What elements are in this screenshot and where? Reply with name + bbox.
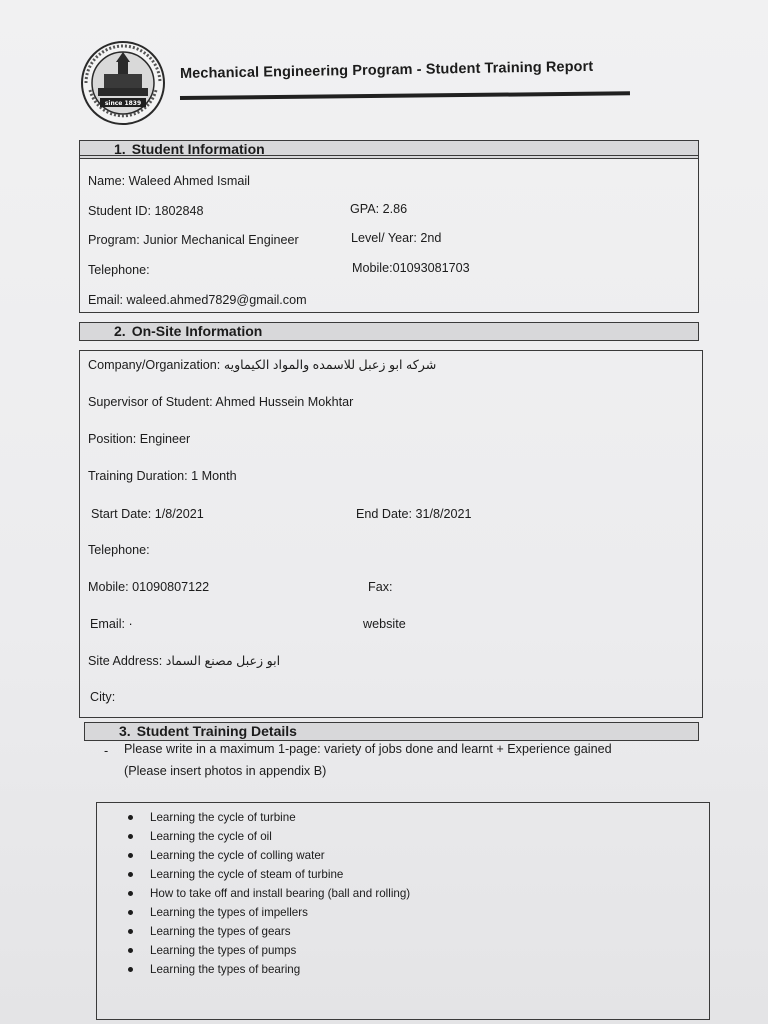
page-title: Mechanical Engineering Program - Student Training Report bbox=[179, 58, 594, 82]
position-field: Position: Engineer bbox=[88, 432, 191, 446]
training-items-list bbox=[126, 808, 410, 979]
company-field bbox=[88, 357, 436, 372]
section-title: Student Information bbox=[131, 141, 265, 157]
list-item: Learning the cycle of colling water bbox=[126, 846, 410, 865]
student-gpa: GPA: 2.86 bbox=[350, 202, 408, 216]
student-level: Level/ Year: 2nd bbox=[351, 231, 442, 245]
site-mobile-field: Mobile: 01090807122 bbox=[88, 580, 210, 594]
seal-text: since 1839 bbox=[104, 100, 142, 107]
student-id: Student ID: 1802848 bbox=[88, 204, 204, 218]
list-item: Learning the types of pumps bbox=[126, 941, 410, 960]
list-item: Learning the cycle of steam of turbine bbox=[126, 865, 410, 884]
bullet-icon bbox=[128, 834, 133, 839]
list-item: Learning the types of impellers bbox=[126, 903, 410, 922]
site-email-field: Email: · bbox=[90, 617, 133, 631]
list-item: Learning the cycle of turbine bbox=[126, 808, 410, 827]
company-value: شركه ابو زعبل للاسمده والمواد الكيماويه bbox=[223, 358, 437, 372]
student-mobile: Mobile:01093081703 bbox=[352, 261, 470, 275]
instruction-dash: - bbox=[104, 744, 109, 758]
bullet-icon bbox=[128, 853, 133, 858]
section-title: On-Site Information bbox=[131, 323, 263, 339]
student-telephone: Telephone: bbox=[88, 263, 150, 277]
bullet-icon bbox=[128, 891, 133, 896]
fax-field: Fax: bbox=[368, 580, 393, 594]
site-telephone-field: Telephone: bbox=[88, 543, 150, 557]
start-date-field: Start Date: 1/8/2021 bbox=[91, 507, 204, 521]
section-number: 1. bbox=[114, 141, 126, 157]
student-program: Program: Junior Mechanical Engineer bbox=[88, 233, 299, 247]
city-field: City: bbox=[90, 690, 116, 704]
site-address-label: Site Address: bbox=[88, 654, 163, 668]
company-label: Company/Organization: bbox=[88, 358, 221, 372]
instruction-line-2: (Please insert photos in appendix B) bbox=[124, 764, 327, 778]
section-number: 2. bbox=[114, 323, 126, 339]
instruction-line-1: Please write in a maximum 1-page: variety of jobs done and learnt + Experience gained bbox=[124, 742, 612, 756]
bullet-icon bbox=[128, 948, 133, 953]
section-header-student-training-details bbox=[84, 722, 699, 741]
list-item: How to take off and install bearing (ball and rolling) bbox=[126, 884, 410, 903]
bullet-icon bbox=[128, 967, 133, 972]
title-underline bbox=[180, 91, 630, 100]
student-name: Name: Waleed Ahmed Ismail bbox=[88, 174, 250, 188]
university-seal-icon bbox=[80, 40, 166, 126]
section-title: Student Training Details bbox=[136, 723, 297, 739]
student-email: Email: waleed.ahmed7829@gmail.com bbox=[88, 293, 307, 307]
list-item: Learning the cycle of oil bbox=[126, 827, 410, 846]
duration-field: Training Duration: 1 Month bbox=[88, 469, 237, 483]
site-address-field bbox=[88, 653, 280, 668]
end-date-field: End Date: 31/8/2021 bbox=[356, 507, 472, 521]
list-item: Learning the types of gears bbox=[126, 922, 410, 941]
section-header-on-site-information bbox=[79, 322, 699, 341]
list-item: Learning the types of bearing bbox=[126, 960, 410, 979]
supervisor-field: Supervisor of Student: Ahmed Hussein Mokhtar bbox=[88, 395, 354, 409]
site-address-value: ابو زعبل مصنع السماد bbox=[165, 654, 281, 668]
website-field: website bbox=[363, 617, 406, 631]
bullet-icon bbox=[128, 872, 133, 877]
section-number: 3. bbox=[119, 723, 131, 739]
bullet-icon bbox=[128, 815, 133, 820]
bullet-icon bbox=[128, 929, 133, 934]
bullet-icon bbox=[128, 910, 133, 915]
